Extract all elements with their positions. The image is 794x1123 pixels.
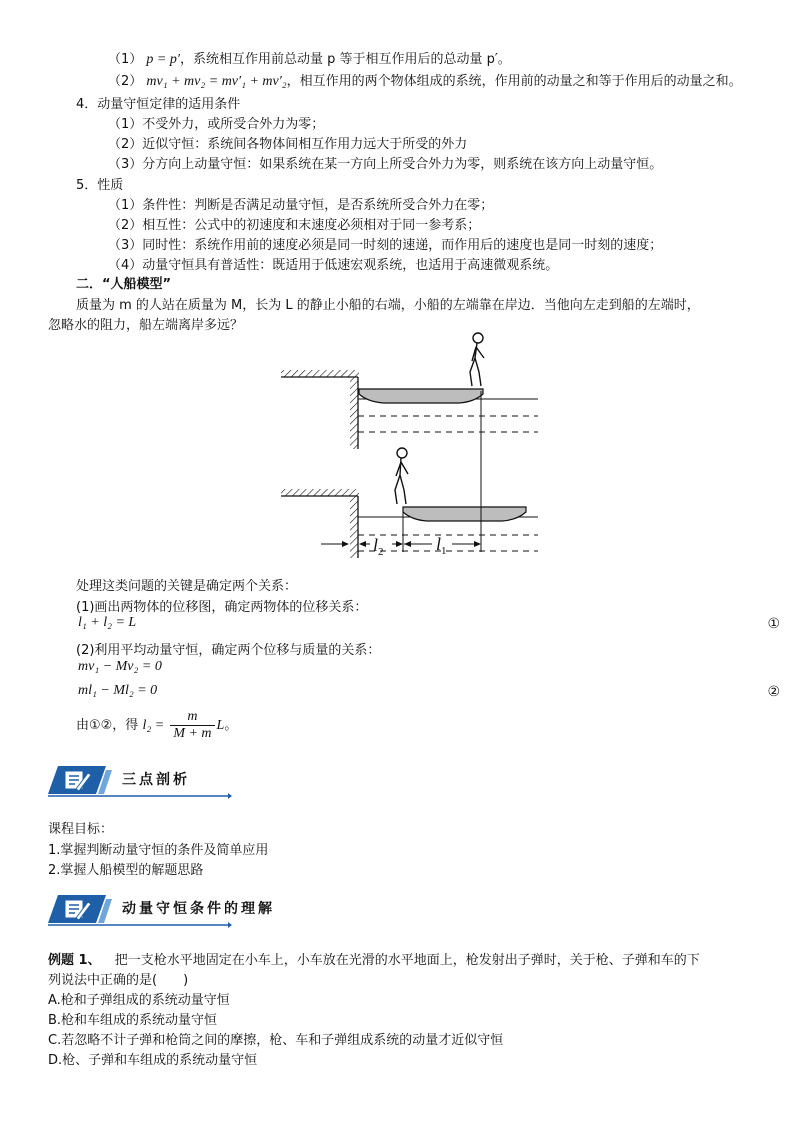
result-line: 由①②，得 l₂ = $\frac{m}{M + m}$ L。 <box>76 709 238 741</box>
condition-item: （1）不受外力，或所受合外力为零； <box>108 117 325 132</box>
option-a: A.枪和子弹组成的系统动量守恒 <box>48 993 230 1008</box>
result-fraction: $\frac{m}{M + m}$ <box>170 709 214 742</box>
formula-p-equals-p-prime: p = p′ <box>146 52 180 67</box>
person-at-left-end <box>395 448 408 504</box>
momentum-line-2: （2） mv₁ + mv₂ = mv′₁ + mv′₂，相互作用的两个物体组成的系统，作用前的动量之和等于作用后的动量之和。 <box>108 74 742 89</box>
label-l1: $l_1$ <box>436 534 447 557</box>
boat-after <box>403 507 526 521</box>
section-title-analysis: 三点剖析 <box>122 772 190 788</box>
person-at-right-end <box>470 333 484 386</box>
equation-1: l₁ + l₂ = L <box>78 615 137 630</box>
option-c: C.若忽略不计子弹和枪筒之间的摩擦，枪、车和子弹组成系统的动量才近似守恒 <box>48 1033 504 1048</box>
upper-bank <box>281 370 359 449</box>
boat-model-diagram <box>276 328 546 564</box>
option-d: D.枪、子弹和车组成的系统动量守恒 <box>48 1053 258 1068</box>
step-2: (2)利用平均动量守恒，确定两个位移与质量的关系： <box>76 643 381 658</box>
section-title-momentum-conditions: 动量守恒条件的理解 <box>122 901 275 917</box>
momentum-line-1: （1） p = p′，系统相互作用前总动量 p 等于相互作用后的总动量 p′。 <box>108 52 511 67</box>
key-intro: 处理这类问题的关键是确定两个关系： <box>76 579 298 594</box>
properties-heading: 5．性质 <box>76 178 124 193</box>
label-l2: $l_2$ <box>373 535 384 558</box>
example-stem-line: 列说法中正确的是( ) <box>48 973 189 988</box>
lower-bank <box>281 489 359 558</box>
option-b: B.枪和车组成的系统动量守恒 <box>48 1013 218 1028</box>
condition-item: （2）近似守恒：系统间各物体间相互作用力远大于所受的外力 <box>108 137 468 152</box>
equation-marker-1: ① <box>767 616 780 632</box>
goal-item: 2.掌握人船模型的解题思路 <box>48 863 204 878</box>
boat-problem-line: 忽略水的阻力，船左端离岸多远？ <box>48 318 244 333</box>
equation-3: ml₁ − Ml₂ = 0 <box>78 683 158 698</box>
formula-momentum-sum: mv₁ + mv₂ = mv′₁ + mv′₂ <box>146 74 287 89</box>
example-stem-line: 例题 1、 把一支枪水平地固定在小车上，小车放在光滑的水平地面上，枪发射出子弹时，关于枪、子弹和车的下 <box>48 953 700 968</box>
step-1: (1)画出两物体的位移图，确定两物体的位移关系： <box>76 600 368 615</box>
property-item: （2）相互性：公式中的初速度和末速度必须相对于同一参考系； <box>108 218 481 233</box>
boat-problem-line: 质量为 m 的人站在质量为 M，长为 L 的静止小船的右端，小船的左端靠在岸边．当他向左走到船的左端时， <box>76 298 700 313</box>
conditions-heading: 4．动量守恒定律的适用条件 <box>76 97 241 112</box>
property-item: （4）动量守恒具有普适性：既适用于低速宏观系统，也适用于高速微观系统。 <box>108 258 559 273</box>
goals-label: 课程目标： <box>48 822 114 837</box>
property-item: （1）条件性：判断是否满足动量守恒，是否系统所受合外力在零； <box>108 198 494 213</box>
condition-item: （3）分方向上动量守恒：如果系统在某一方向上所受合外力为零，则系统在该方向上动量守恒。 <box>108 157 663 172</box>
example-label: 例题 1、 <box>48 953 101 968</box>
goal-item: 1.掌握判断动量守恒的条件及简单应用 <box>48 843 269 858</box>
equation-2: mv₁ − Mv₂ = 0 <box>78 659 162 674</box>
property-item: （3）同时性：系统作用前的速度必须是同一时刻的速递，而作用后的速度也是同一时刻的速度； <box>108 238 663 253</box>
equation-marker-2: ② <box>767 684 780 700</box>
boat-before <box>359 389 483 403</box>
boat-model-heading: 二．“人船模型” <box>76 277 172 292</box>
